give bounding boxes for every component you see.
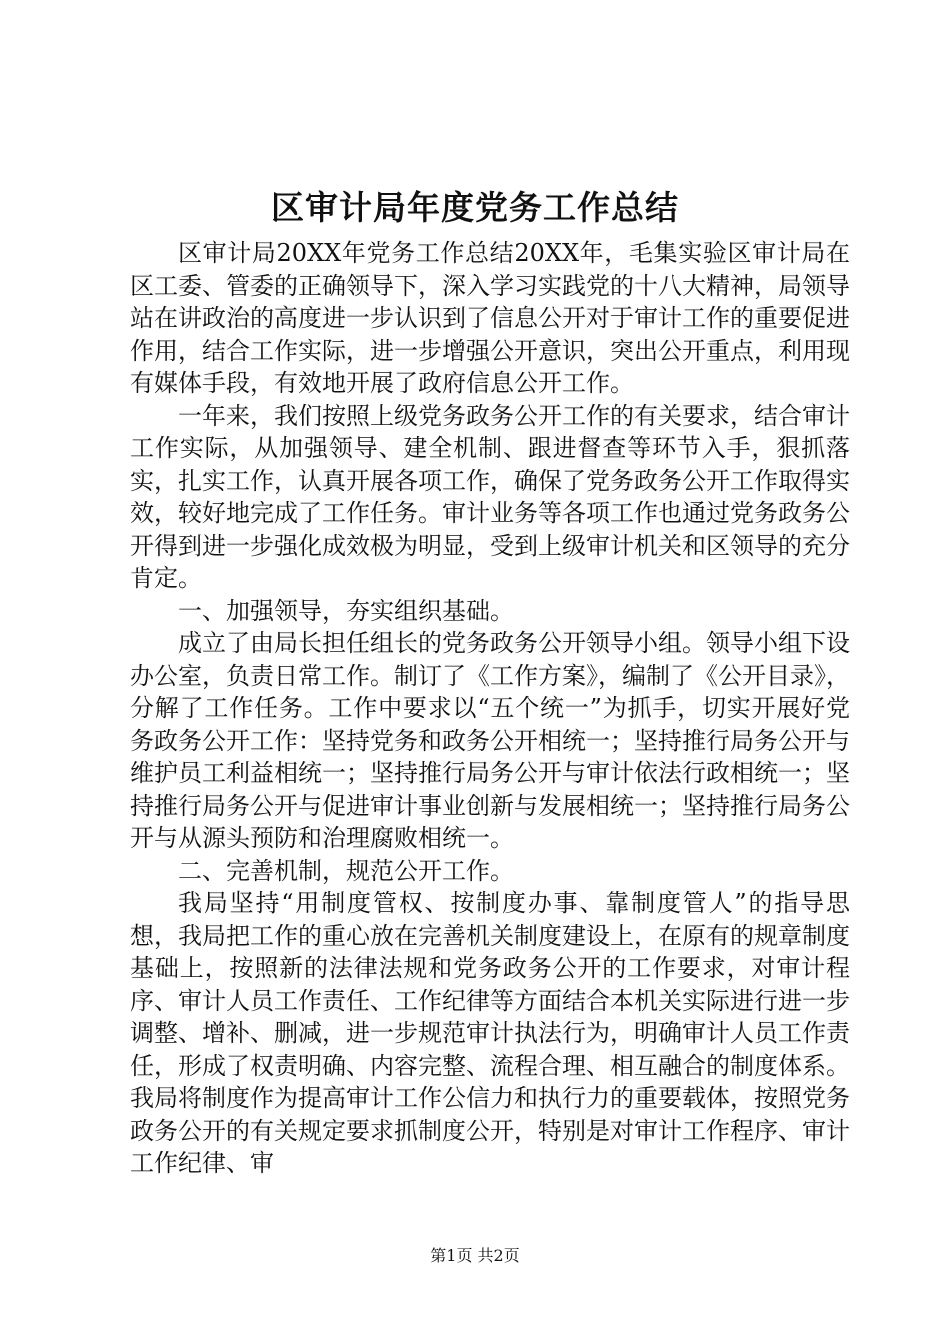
- paragraph-section-1: 成立了由局长担任组长的党务政务公开领导小组。领导小组下设办公室，负责日常工作。制订了《工作方案》，编制了《公开目录》，分解了工作任务。工作中要求以“五个统一”为抓手，切实开展好党务政务公开工作：坚持党务和政务公开相统一；坚持推行局务公开与维护员工利益相统一；坚持推行局务公开与审计依法行政相统一；坚持推行局务公开与促进审计事业创新与发展相统一；坚持推行局务公开与从源头预防和治理腐败相统一。: [130, 629, 850, 852]
- paragraph-section-2: 我局坚持“用制度管权、按制度办事、靠制度管人”的指导思想，我局把工作的重心放在完善机关制度建设上，在原有的规章制度基础上，按照新的法律法规和党务政务公开的工作要求，对审计程序、审计人员工作责任、工作纪律等方面结合本机关实际进行进一步调整、增补、删减，进一步规范审计执法行为，明确审计人员工作责任，形成了权责明确、内容完整、流程合理、相互融合的制度体系。我局将制度作为提高审计工作公信力和执行力的重要载体，按照党务政务公开的有关规定要求抓制度公开，特别是对审计工作程序、审计工作纪律、审: [130, 889, 850, 1177]
- paragraph-summary: 一年来，我们按照上级党务政务公开工作的有关要求，结合审计工作实际，从加强领导、建全机制、跟进督查等环节入手，狠抓落实，扎实工作，认真开展各项工作，确保了党务政务公开工作取得实效，较好地完成了工作任务。审计业务等各项工作也通过党务政务公开得到进一步强化成效极为明显，受到上级审计机关和区领导的充分肯定。: [130, 401, 850, 592]
- document-title: 区审计局年度党务工作总结: [271, 188, 679, 227]
- paragraph-intro: 区审计局20XX年党务工作总结20XX年，毛集实验区审计局在区工委、管委的正确领导下，深入学习实践党的十八大精神，局领导站在讲政治的高度进一步认识到了信息公开对于审计工作的重要促进作用，结合工作实际，进一步增强公开意识，突出公开重点，利用现有媒体手段，有效地开展了政府信息公开工作。: [130, 239, 850, 397]
- section-heading-2: 二、完善机制，规范公开工作。: [178, 856, 514, 885]
- section-heading-1: 一、加强领导，夯实组织基础。: [178, 596, 514, 625]
- document-body: [130, 237, 850, 1180]
- page-number-footer: 第1页 共2页: [430, 1246, 520, 1265]
